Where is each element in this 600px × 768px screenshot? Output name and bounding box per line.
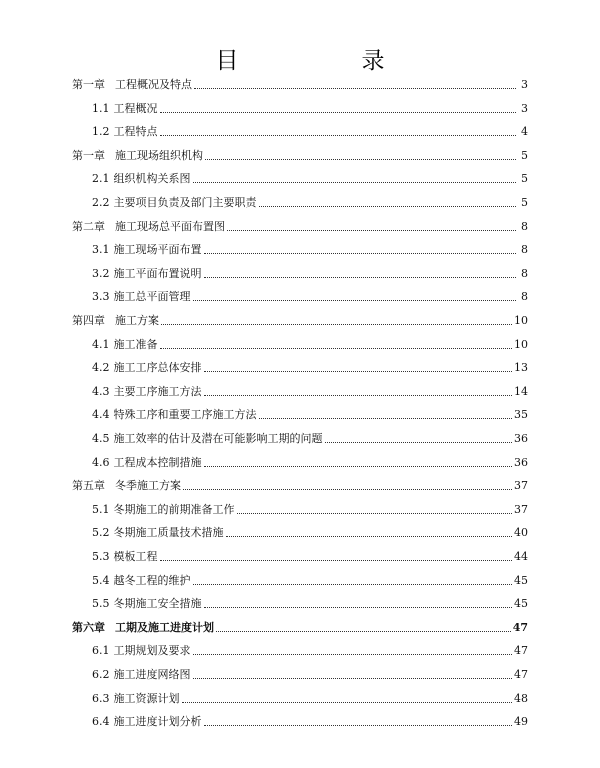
toc-dot-leader [193, 299, 517, 301]
toc-entry-title: 施工现场总平面布置图 [115, 219, 225, 233]
toc-entry-page: 3 [521, 101, 528, 115]
toc-entry-page: 49 [514, 715, 528, 729]
toc-entry-page: 13 [514, 361, 528, 375]
toc-dot-leader [204, 465, 513, 467]
toc-entry[interactable] [92, 168, 528, 186]
toc-dot-leader [160, 347, 513, 349]
toc-entry-title: 施工工序总体安排 [113, 361, 202, 375]
toc-dot-leader [160, 559, 513, 561]
toc-entry[interactable] [72, 310, 528, 328]
toc-entry-title: 施工现场平面布置 [113, 243, 202, 257]
toc-entry-title: 施工总平面管理 [113, 290, 191, 304]
toc-entry-page: 8 [521, 290, 528, 304]
toc-entry-page: 45 [514, 597, 528, 611]
toc-entry[interactable] [92, 381, 528, 399]
toc-entry[interactable] [92, 640, 528, 658]
toc-entry-title: 工程概况 [113, 101, 158, 115]
toc-entry-page: 10 [514, 337, 528, 351]
toc-entry-number: 3.1 [92, 243, 110, 257]
toc-entry-number: 第六章 [72, 620, 105, 634]
toc-entry-title: 施工方案 [115, 314, 159, 327]
toc-dot-leader [193, 181, 517, 183]
toc-entry-title: 工期及施工进度计划 [115, 620, 214, 634]
toc-entry-number: 6.3 [92, 691, 110, 705]
toc-entry-number: 5.2 [92, 526, 110, 540]
toc-dot-leader [204, 252, 517, 254]
toc-entry[interactable] [92, 711, 528, 729]
toc-entry-page: 36 [514, 455, 528, 469]
toc-entry[interactable] [72, 74, 528, 92]
toc-entry-title: 冬期施工安全措施 [113, 597, 202, 611]
toc-entry-page: 5 [521, 172, 528, 186]
toc-entry-title: 施工准备 [113, 337, 158, 351]
toc-entry-number: 4.2 [92, 361, 110, 375]
toc-entry-number: 5.4 [92, 573, 110, 587]
toc-entry[interactable] [92, 98, 528, 116]
toc-entry-number: 6.2 [92, 668, 110, 681]
toc-entry[interactable] [92, 522, 528, 540]
toc-dot-leader [204, 394, 513, 396]
toc-dot-leader [259, 417, 513, 419]
toc-entry-page: 47 [512, 620, 528, 634]
toc-entry-title: 冬期施工的前期准备工作 [113, 502, 235, 516]
toc-entry-number: 5.3 [92, 550, 110, 563]
toc-entry-page: 45 [514, 573, 528, 587]
toc-entry[interactable] [92, 192, 528, 210]
toc-entry-title: 冬季施工方案 [115, 479, 181, 493]
toc-entry-title: 组织机构关系图 [113, 172, 191, 186]
toc-entry-number: 2.1 [92, 172, 110, 186]
toc-entry-title: 施工现场组织机构 [115, 148, 203, 162]
toc-dot-leader [259, 205, 517, 207]
toc-entry-page: 8 [521, 243, 528, 257]
toc-dot-leader [204, 276, 517, 278]
toc-entry-title: 施工进度网络图 [113, 668, 191, 681]
toc-entry-number: 4.4 [92, 408, 110, 422]
toc-dot-leader [193, 653, 513, 655]
toc-entry-number: 3.2 [92, 266, 110, 280]
toc-entry-page: 4 [521, 125, 528, 139]
toc-entry-page: 48 [514, 691, 528, 705]
toc-dot-leader [204, 606, 513, 608]
toc-dot-leader [193, 583, 513, 585]
toc-entry-page: 10 [514, 314, 528, 327]
toc-entry-number: 第五章 [72, 479, 105, 493]
toc-entry-number: 4.5 [92, 432, 110, 445]
toc-entry[interactable] [92, 428, 528, 446]
toc-entry[interactable] [92, 546, 528, 564]
toc-dot-leader [216, 630, 511, 632]
toc-entry-number: 1.1 [92, 101, 110, 115]
toc-entry-number: 4.1 [92, 337, 110, 351]
toc-dot-leader [160, 111, 517, 113]
toc-entry-title: 工程成本控制措施 [113, 455, 202, 469]
toc-entry-title: 施工效率的估计及潜在可能影响工期的问题 [113, 432, 323, 445]
toc-entry-page: 44 [514, 550, 528, 563]
toc-entry-number: 5.1 [92, 502, 110, 516]
toc-entry-page: 8 [521, 219, 528, 233]
toc-entry-number: 第一章 [72, 78, 105, 91]
toc-entry-title: 施工进度计划分析 [113, 715, 202, 729]
toc-entry-number: 第二章 [72, 219, 105, 233]
toc-entry-number: 第一章 [72, 148, 105, 162]
toc-entry[interactable] [92, 121, 528, 139]
toc-entry-number: 3.3 [92, 290, 110, 304]
toc-entry[interactable] [72, 475, 528, 493]
toc-entry-number: 第四章 [72, 314, 105, 327]
toc-entry-page: 36 [514, 432, 528, 445]
toc-entry-title: 越冬工程的维护 [113, 573, 191, 587]
toc-entry[interactable] [92, 452, 528, 470]
toc-entry-page: 47 [514, 644, 528, 658]
toc-entry-page: 47 [514, 668, 528, 681]
toc-entry[interactable] [92, 499, 528, 517]
toc-entry-page: 40 [514, 526, 528, 540]
toc-entry-title: 特殊工序和重要工序施工方法 [113, 408, 257, 422]
page-title: 目 录 [215, 48, 435, 74]
toc-entry[interactable] [72, 216, 528, 234]
toc-dot-leader [204, 370, 513, 372]
toc-entry-number: 5.5 [92, 597, 110, 611]
toc-entry[interactable] [92, 263, 528, 281]
toc-entry-page: 37 [514, 502, 528, 516]
toc-entry-page: 37 [514, 479, 528, 493]
toc-entry-number: 2.2 [92, 196, 110, 209]
toc-entry-title: 工程概况及特点 [115, 78, 192, 91]
toc-entry-page: 5 [521, 148, 528, 162]
toc-dot-leader [227, 229, 516, 231]
toc-dot-leader [226, 535, 513, 537]
toc-dot-leader [183, 488, 512, 490]
toc-entry[interactable] [92, 404, 528, 422]
toc-entry[interactable] [72, 617, 528, 635]
toc-entry[interactable] [92, 334, 528, 352]
toc-entry-number: 4.3 [92, 384, 110, 398]
toc-entry-title: 冬期施工质量技术措施 [113, 526, 224, 540]
toc-dot-leader [161, 323, 512, 325]
toc-entry-page: 3 [521, 78, 528, 91]
toc-dot-leader [205, 158, 516, 160]
toc-entry-page: 35 [514, 408, 528, 422]
toc-entry-page: 14 [514, 384, 528, 398]
toc-entry-title: 主要工序施工方法 [113, 384, 202, 398]
toc-dot-leader [182, 701, 513, 703]
toc-entry-title: 主要项目负责及部门主要职责 [113, 196, 257, 209]
toc-entry-number: 4.6 [92, 455, 110, 469]
toc-dot-leader [193, 677, 513, 679]
toc-dot-leader [194, 87, 516, 89]
toc-dot-leader [237, 512, 513, 514]
toc-entry[interactable] [92, 357, 528, 375]
toc-entry[interactable] [92, 570, 528, 588]
toc-entry-title: 施工资源计划 [113, 691, 180, 705]
toc-dot-leader [160, 134, 517, 136]
toc-entry[interactable] [92, 286, 528, 304]
toc-entry-title: 模板工程 [113, 550, 158, 563]
toc-entry-number: 6.1 [92, 644, 110, 658]
toc-entry[interactable] [92, 688, 528, 706]
toc-dot-leader [204, 724, 513, 726]
toc-entry[interactable] [92, 239, 528, 257]
toc-entry-title: 工程特点 [113, 125, 158, 139]
toc-entry[interactable] [72, 145, 528, 163]
toc-entry-number: 6.4 [92, 715, 110, 729]
toc-entry-number: 1.2 [92, 125, 110, 139]
toc-entry-title: 施工平面布置说明 [113, 266, 202, 280]
toc-entry[interactable] [92, 664, 528, 682]
toc-entry-page: 5 [521, 196, 528, 209]
toc-entry-page: 8 [521, 266, 528, 280]
toc-entry-title: 工期规划及要求 [113, 644, 191, 658]
toc-entry[interactable] [92, 593, 528, 611]
toc-dot-leader [325, 441, 513, 443]
